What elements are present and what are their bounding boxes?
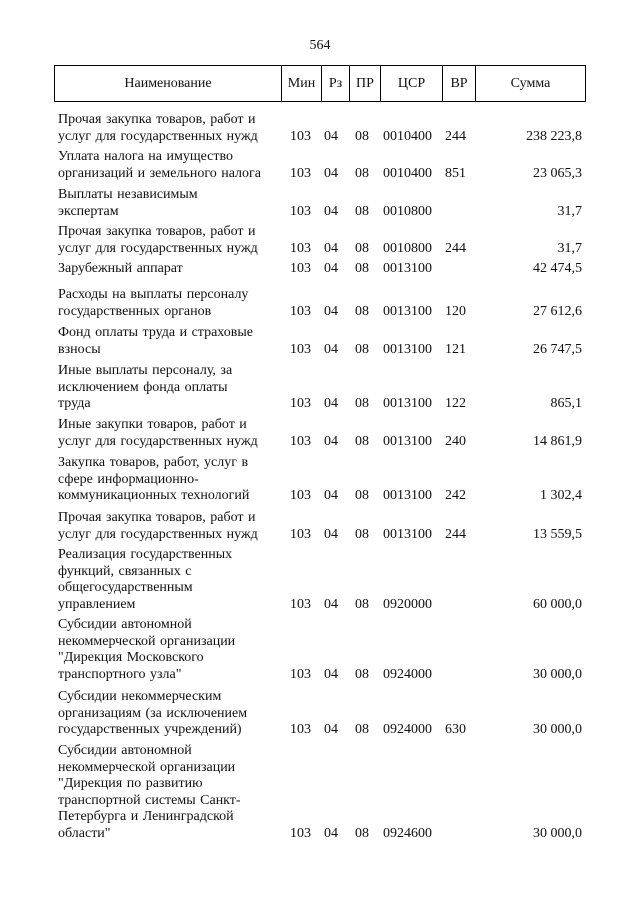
page-number: 564 <box>309 38 331 53</box>
row-name-line: функций, связанных с <box>58 563 192 579</box>
rz-cell: 04 <box>324 303 338 319</box>
csr-cell: 0010400 <box>383 165 432 181</box>
min-cell: 103 <box>290 596 311 612</box>
min-cell: 103 <box>290 488 311 504</box>
rz-cell: 04 <box>324 341 338 357</box>
vr-cell: 121 <box>445 341 466 357</box>
row-name-line: Субсидии автономной <box>58 617 192 632</box>
row-name <box>58 287 273 320</box>
csr-cell: 0013100 <box>383 303 432 319</box>
pr-cell: 08 <box>355 396 369 412</box>
min-cell: 103 <box>290 261 311 276</box>
sum-cell: 31,7 <box>557 240 582 256</box>
pr-cell: 08 <box>355 722 369 738</box>
pr-cell: 08 <box>355 240 369 256</box>
pr-cell: 08 <box>355 526 369 542</box>
pr-cell: 08 <box>355 433 369 449</box>
rz-cell: 04 <box>324 826 338 841</box>
row-name <box>58 224 273 257</box>
pr-cell: 08 <box>355 666 369 682</box>
row-name <box>58 743 273 843</box>
row-name <box>58 617 273 683</box>
vr-cell: 120 <box>445 303 466 319</box>
table-header <box>54 65 586 102</box>
row-name <box>58 455 273 505</box>
sum-cell: 865,1 <box>550 396 582 412</box>
min-cell: 103 <box>290 128 311 144</box>
pr-cell: 08 <box>355 303 369 319</box>
row-name <box>58 417 273 450</box>
vr-cell: 244 <box>445 240 466 256</box>
sum-cell: 14 861,9 <box>533 433 582 449</box>
row-name-line: коммуникационных технологий <box>58 488 250 504</box>
rz-cell: 04 <box>324 722 338 738</box>
pr-cell: 08 <box>355 203 369 219</box>
csr-cell: 0924600 <box>383 826 432 841</box>
csr-cell: 0013100 <box>383 433 432 449</box>
row-name-line: Реализация государственных <box>58 547 233 562</box>
row-name <box>58 510 273 543</box>
rz-cell: 04 <box>324 261 338 276</box>
pr-cell: 08 <box>355 165 369 181</box>
sum-cell: 23 065,3 <box>533 165 582 181</box>
row-name-line: транспортной системы Санкт- <box>58 792 241 808</box>
column-header-vr: ВР <box>442 66 475 101</box>
row-name <box>58 112 273 145</box>
min-cell: 103 <box>290 826 311 841</box>
min-cell: 103 <box>290 396 311 412</box>
rz-cell: 04 <box>324 396 338 412</box>
vr-cell: 240 <box>445 433 466 449</box>
sum-cell: 60 000,0 <box>533 596 582 612</box>
pr-cell: 08 <box>355 341 369 357</box>
row-name-line: организациям (за исключением <box>58 705 248 721</box>
row-name-line: транспортного узла" <box>58 666 182 682</box>
row-name-line: экспертам <box>58 203 119 219</box>
row-name <box>58 187 273 220</box>
pr-cell: 08 <box>355 488 369 504</box>
min-cell: 103 <box>290 666 311 682</box>
row-name <box>58 261 273 278</box>
column-header-csr: ЦСР <box>380 66 442 101</box>
row-name-line: Прочая закупка товаров, работ и <box>58 510 256 525</box>
rz-cell: 04 <box>324 488 338 504</box>
row-name-line: Прочая закупка товаров, работ и <box>58 112 256 127</box>
csr-cell: 0920000 <box>383 596 432 612</box>
pr-cell: 08 <box>355 261 369 276</box>
vr-cell: 630 <box>445 722 466 738</box>
row-name-line: Закупка товаров, работ, услуг в <box>58 455 249 470</box>
csr-cell: 0013100 <box>383 341 432 357</box>
vr-cell: 242 <box>445 488 466 504</box>
column-header-sum: Сумма <box>475 66 585 101</box>
vr-cell: 851 <box>445 165 466 181</box>
row-name-line: организаций и земельного налога <box>58 165 261 181</box>
pr-cell: 08 <box>355 596 369 612</box>
row-name <box>58 149 273 182</box>
vr-cell: 122 <box>445 396 466 412</box>
pr-cell: 08 <box>355 826 369 841</box>
row-name-line: некоммерческой организации <box>58 759 236 775</box>
min-cell: 103 <box>290 341 311 357</box>
min-cell: 103 <box>290 433 311 449</box>
row-name <box>58 689 273 739</box>
csr-cell: 0010800 <box>383 240 432 256</box>
column-header-min: Мин <box>281 66 321 101</box>
row-name-line: государственных учреждений) <box>58 722 242 738</box>
row-name-line: управлением <box>58 596 136 612</box>
column-header-pr: ПР <box>349 66 380 101</box>
rz-cell: 04 <box>324 596 338 612</box>
csr-cell: 0010800 <box>383 203 432 219</box>
row-name-line: Иные закупки товаров, работ и <box>58 417 247 432</box>
row-name <box>58 325 273 358</box>
sum-cell: 30 000,0 <box>533 722 582 738</box>
row-name-line: "Дирекция Московского <box>58 650 204 666</box>
rz-cell: 04 <box>324 203 338 219</box>
row-name-line: Фонд оплаты труда и страховые <box>58 325 253 340</box>
csr-cell: 0010400 <box>383 128 432 144</box>
row-name-line: сфере информационно- <box>58 471 199 487</box>
row-name-line: Уплата налога на имущество <box>58 149 234 164</box>
csr-cell: 0013100 <box>383 261 432 276</box>
pr-cell: 08 <box>355 128 369 144</box>
column-header-name: Наименование <box>124 76 212 91</box>
row-name-line: Субсидии некоммерческим <box>58 689 222 704</box>
row-name <box>58 363 273 413</box>
sum-cell: 1 302,4 <box>540 488 582 504</box>
min-cell: 103 <box>290 303 311 319</box>
rz-cell: 04 <box>324 666 338 682</box>
row-name-line: взносы <box>58 341 101 357</box>
row-name-line: Зарубежный аппарат <box>58 261 183 276</box>
min-cell: 103 <box>290 240 311 256</box>
row-name-line: общегосударственным <box>58 580 193 596</box>
row-name-line: исключением фонда оплаты <box>58 379 228 395</box>
row-name <box>58 547 273 613</box>
min-cell: 103 <box>290 203 311 219</box>
min-cell: 103 <box>290 722 311 738</box>
column-header-rz: Рз <box>321 66 349 101</box>
row-name-line: Расходы на выплаты персоналу <box>58 287 249 302</box>
row-name-line: Иные выплаты персоналу, за <box>58 363 233 378</box>
rz-cell: 04 <box>324 128 338 144</box>
csr-cell: 0013100 <box>383 488 432 504</box>
rz-cell: 04 <box>324 240 338 256</box>
row-name-line: услуг для государственных нужд <box>58 240 258 256</box>
rz-cell: 04 <box>324 433 338 449</box>
rz-cell: 04 <box>324 165 338 181</box>
row-name-line: Субсидии автономной <box>58 743 192 758</box>
row-name-line: Выплаты независимым <box>58 187 198 202</box>
row-name-line: государственных органов <box>58 303 212 319</box>
sum-cell: 30 000,0 <box>533 826 582 841</box>
sum-cell: 27 612,6 <box>533 303 582 319</box>
row-name-line: услуг для государственных нужд <box>58 128 258 144</box>
row-name-line: некоммерческой организации <box>58 633 236 649</box>
csr-cell: 0924000 <box>383 666 432 682</box>
vr-cell: 244 <box>445 128 466 144</box>
row-name-line: области" <box>58 825 111 841</box>
row-name-line: услуг для государственных нужд <box>58 526 258 542</box>
rz-cell: 04 <box>324 526 338 542</box>
row-name-line: Прочая закупка товаров, работ и <box>58 224 256 239</box>
csr-cell: 0013100 <box>383 526 432 542</box>
sum-cell: 30 000,0 <box>533 666 582 682</box>
sum-cell: 31,7 <box>557 203 582 219</box>
row-name-line: Петербурга и Ленинградской <box>58 809 234 825</box>
sum-cell: 13 559,5 <box>533 526 582 542</box>
sum-cell: 42 474,5 <box>533 261 582 276</box>
csr-cell: 0013100 <box>383 396 432 412</box>
vr-cell: 244 <box>445 526 466 542</box>
min-cell: 103 <box>290 165 311 181</box>
row-name-line: "Дирекция по развитию <box>58 776 203 792</box>
min-cell: 103 <box>290 526 311 542</box>
row-name-line: услуг для государственных нужд <box>58 433 258 449</box>
row-name-line: труда <box>58 396 91 412</box>
sum-cell: 238 223,8 <box>526 128 582 144</box>
csr-cell: 0924000 <box>383 722 432 738</box>
sum-cell: 26 747,5 <box>533 341 582 357</box>
